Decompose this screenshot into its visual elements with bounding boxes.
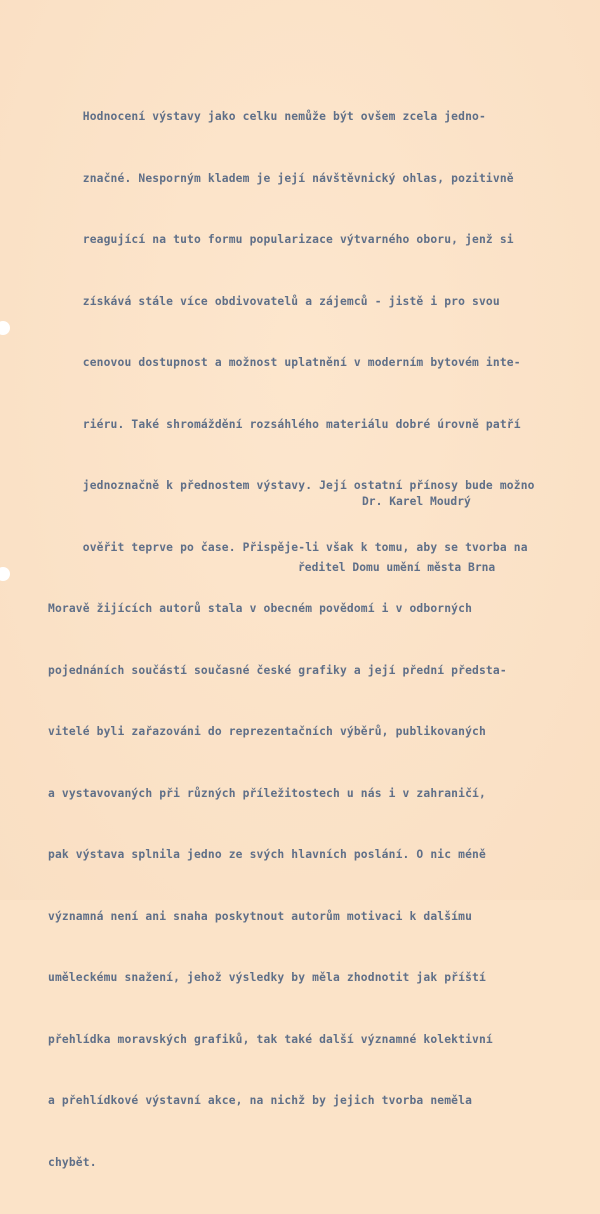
paragraph-line: získává stále více obdivovatelů a zájemců - jistě i pro svou xyxy=(48,294,500,308)
paragraph-line: Hodnocení výstavy jako celku nemůže být ovšem zcela jedno- xyxy=(48,110,486,123)
paragraph-line: značné. Nesporným kladem je její návštěvnický ohlas, pozitivně xyxy=(48,171,514,185)
punch-hole-lower xyxy=(0,567,10,581)
paragraph-line: a vystavovaných při různých příležitostech u nás i v zahraničí, xyxy=(48,786,486,800)
paragraph-line: reagující na tuto formu popularizace výtvarného oboru, jenž si xyxy=(48,233,514,246)
paragraph-line: vitelé byli zařazováni do reprezentačních výběrů, publikovaných xyxy=(48,725,486,738)
signatory-name: Dr. Karel Moudrý xyxy=(362,495,471,508)
paragraph-line: přehlídka moravských grafiků, tak také další významné kolektivní xyxy=(48,1032,493,1046)
signatory-title: ředitel Domu umění města Brna xyxy=(298,561,496,574)
evaluation-paragraph xyxy=(48,66,578,1214)
signature-block xyxy=(298,447,495,623)
paragraph-line: jednoznačně k přednostem výstavy. Její ostatní přínosy bude možno xyxy=(48,479,535,492)
paragraph-line: Moravě žijících autorů stala v obecném povědomí i v odborných xyxy=(48,602,473,615)
paragraph-line: uměleckému snažení, jehož výsledky by měla zhodnotit jak příští xyxy=(48,971,486,984)
paragraph-line: cenovou dostupnost a možnost uplatnění v moderním bytovém inte- xyxy=(48,356,521,369)
paragraph-line: chybět. xyxy=(48,1155,97,1169)
paragraph-line: riéru. Také shromáždění rozsáhlého materiálu dobré úrovně patří xyxy=(48,417,521,431)
paragraph-line: ověřit teprve po čase. Přispěje-li však k tomu, aby se tvorba na xyxy=(48,540,528,554)
punch-hole-upper xyxy=(0,321,10,335)
paragraph-line: pak výstava splnila jedno ze svých hlavních poslání. O nic méně xyxy=(48,848,486,861)
paragraph-line: a přehlídkové výstavní akce, na nichž by jejich tvorba neměla xyxy=(48,1094,473,1107)
paragraph-line: pojednáních součástí současné české grafiky a její přední předsta- xyxy=(48,663,507,677)
paragraph-line: významná není ani snaha poskytnout autorům motivaci k dalšímu xyxy=(48,909,473,923)
